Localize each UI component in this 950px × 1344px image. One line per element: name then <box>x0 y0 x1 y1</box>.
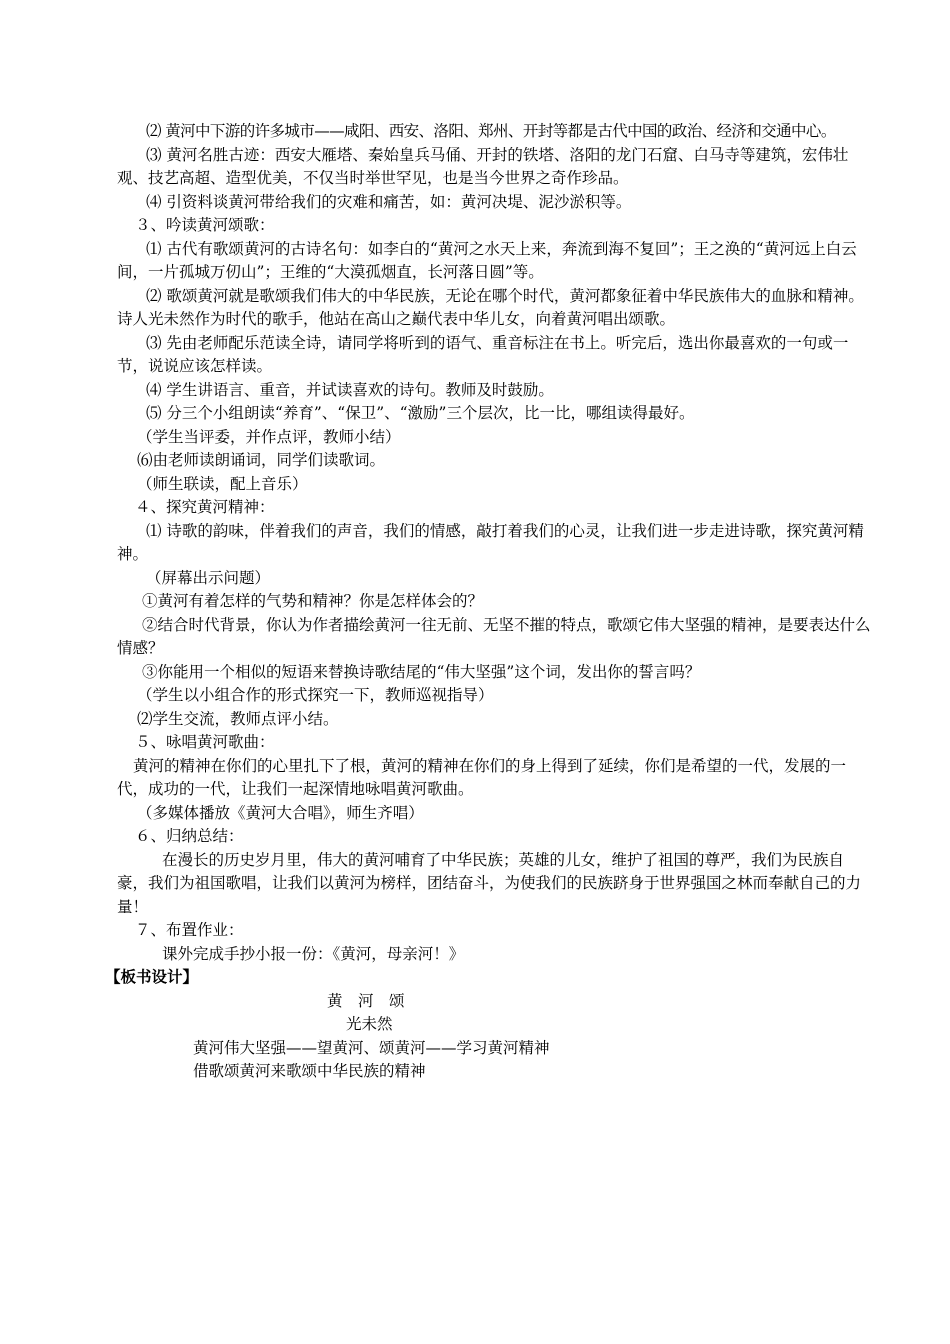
board-line-2: 借歌颂黄河来歌颂中华民族的精神 <box>193 1062 426 1080</box>
question-1: ①黄河有着怎样的气势和精神？你是怎样体会的？ <box>142 592 484 610</box>
para-spirit: 黄河的精神在你们的心里扎下了根，黄河的精神在你们的身上得到了延续，你们是希望的一代，发展的一代，成功的一代，让我们一起深情地咏唱黄河歌曲。 <box>117 756 847 798</box>
para-model-reading: ⑶ 先由老师配乐范读全诗，请同学将听到的语气、重音标注在书上。听完后，选出你最喜欢的一句或一节，说说应该怎样读。 <box>117 333 849 375</box>
para-cities: ⑵ 黄河中下游的许多城市——咸阳、西安、洛阳、郑州、开封等都是古代中国的政治、经济和交通中心。 <box>146 122 836 140</box>
note-joint-reading: （师生联读，配上音乐） <box>137 474 308 493</box>
section-3-heading: ３、吟读黄河颂歌： <box>135 216 275 234</box>
section-4-heading: ４、探究黄河精神： <box>135 498 275 516</box>
note-group-work: （学生以小组合作的形式探究一下，教师巡视指导） <box>137 686 494 704</box>
section-6-heading: ６、归纳总结： <box>135 827 244 845</box>
board-design-heading: 【板书设计】 <box>105 968 199 986</box>
para-summary: 在漫长的历史岁月里，伟大的黄河哺育了中华民族；英雄的儿女，维护了祖国的尊严，我们为民族自豪，我们为祖国歌唱，让我们以黄河为榜样，团结奋斗，为使我们的民族跻身于世界强国之林而奉献自己的力量！ <box>117 850 862 916</box>
para-praise: ⑵ 歌颂黄河就是歌颂我们伟大的中华民族，无论在哪个时代，黄河都象征着中华民族伟大的血脉和精神。诗人光未然作为时代的歌手，他站在高山之巅代表中华儿女，向着黄河唱出颂歌。 <box>117 286 864 328</box>
question-3: ③你能用一个相似的短语来替换诗歌结尾的“伟大坚强”这个词，发出你的誓言吗？ <box>142 662 701 681</box>
para-ancient-poems: ⑴ 古代有歌颂黄河的古诗名句：如李白的“黄河之水天上来，奔流到海不复回”；王之涣的“黄河远上白云间，一片孤城万仞山”；王维的“大漠孤烟直，长河落日圆”等。 <box>117 239 857 281</box>
note-screen: （屏幕出示问题） <box>146 568 271 587</box>
para-sites: ⑶ 黄河名胜古迹：西安大雁塔、秦始皇兵马俑、开封的铁塔、洛阳的龙门石窟、白马寺等建筑，宏伟壮观、技艺高超、造型优美，不仅当时举世罕见，也是当今世界之奇作珍品。 <box>117 145 849 187</box>
board-author: 光未然 <box>346 1015 393 1033</box>
section-7-heading: ７、布置作业： <box>135 921 244 939</box>
document-page <box>105 120 872 1084</box>
board-line-1: 黄河伟大坚强——望黄河、颂黄河——学习黄河精神 <box>193 1038 550 1057</box>
board-title: 黄 河 颂 <box>327 991 405 1010</box>
para-homework: 课外完成手抄小报一份：《黄河，母亲河！》 <box>162 944 465 963</box>
note-multimedia: （多媒体播放《黄河大合唱》，师生齐唱） <box>137 803 424 822</box>
note-evaluation: （学生当评委，并作点评，教师小结） <box>137 427 401 446</box>
para-student-reading: ⑷ 学生讲语言、重音，并试读喜欢的诗句。教师及时鼓励。 <box>146 380 554 399</box>
para-group-reading: ⑸ 分三个小组朗读“养育”、“保卫”、“激励”三个层次，比一比，哪组读得最好。 <box>146 404 695 422</box>
para-exchange: ⑵学生交流，教师点评小结。 <box>137 709 339 728</box>
question-2: ②结合时代背景，你认为作者描绘黄河一往无前、无坚不摧的特点，歌颂它伟大坚强的精神，是要表达什么情感？ <box>117 615 871 657</box>
section-5-heading: ５、咏唱黄河歌曲： <box>135 733 275 751</box>
para-disasters: ⑷ 引资料谈黄河带给我们的灾难和痛苦，如：黄河决堤、泥沙淤积等。 <box>146 192 632 211</box>
para-recital: ⑹由老师读朗诵词，同学们读歌词。 <box>137 451 386 469</box>
para-explore: ⑴ 诗歌的韵味，伴着我们的声音，我们的情感，敲打着我们的心灵，让我们进一步走进诗歌，探究黄河精神。 <box>117 521 864 563</box>
